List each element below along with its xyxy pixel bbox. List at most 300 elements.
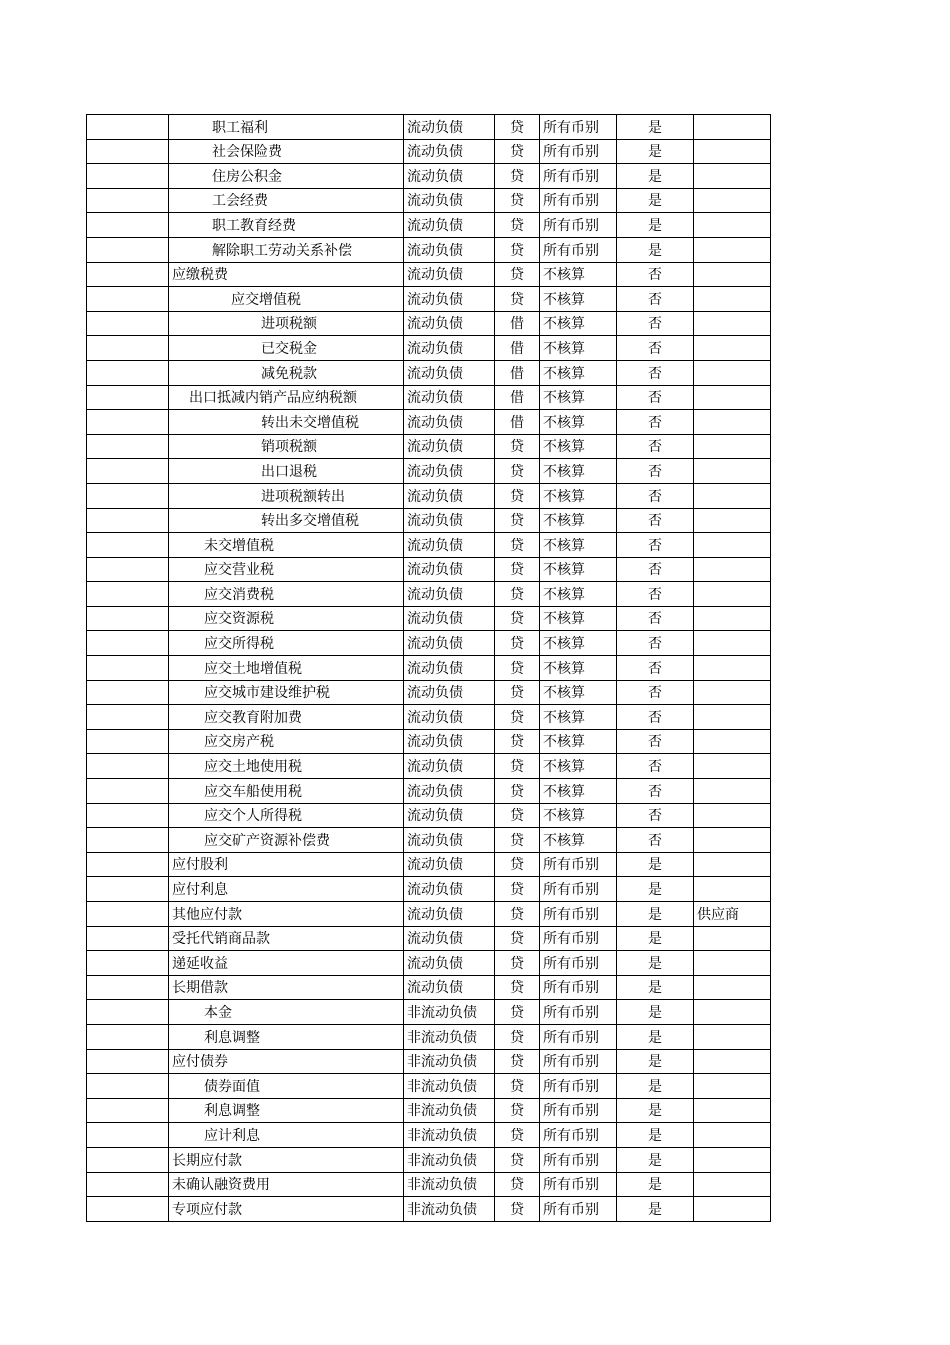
direction-cell[interactable]: 贷 (495, 926, 540, 951)
currency-cell[interactable]: 所有币别 (540, 237, 617, 262)
currency-cell[interactable]: 所有币别 (540, 213, 617, 238)
code-cell[interactable] (87, 139, 169, 164)
account-name[interactable]: 转出多交增值税 (169, 508, 404, 533)
account-name[interactable]: 利息调整 (169, 1024, 404, 1049)
currency-cell[interactable]: 不核算 (540, 557, 617, 582)
account-name[interactable]: 递延收益 (169, 951, 404, 976)
account-name[interactable]: 应计利息 (169, 1123, 404, 1148)
aux-cell[interactable] (694, 213, 771, 238)
direction-cell[interactable]: 贷 (495, 115, 540, 140)
direction-cell[interactable]: 贷 (495, 705, 540, 730)
category-cell[interactable]: 非流动负债 (404, 1123, 495, 1148)
currency-cell[interactable]: 不核算 (540, 385, 617, 410)
direction-cell[interactable]: 借 (495, 311, 540, 336)
account-name[interactable]: 应付股利 (169, 852, 404, 877)
direction-cell[interactable]: 贷 (495, 1000, 540, 1025)
code-cell[interactable] (87, 1074, 169, 1099)
currency-cell[interactable]: 所有币别 (540, 852, 617, 877)
direction-cell[interactable]: 贷 (495, 951, 540, 976)
category-cell[interactable]: 流动负债 (404, 336, 495, 361)
aux-cell[interactable] (694, 828, 771, 853)
flag-cell[interactable]: 是 (617, 1123, 694, 1148)
code-cell[interactable] (87, 1024, 169, 1049)
account-name[interactable]: 应交教育附加费 (169, 705, 404, 730)
category-cell[interactable]: 流动负债 (404, 803, 495, 828)
currency-cell[interactable]: 所有币别 (540, 1000, 617, 1025)
category-cell[interactable]: 流动负债 (404, 951, 495, 976)
flag-cell[interactable]: 是 (617, 1049, 694, 1074)
account-name[interactable]: 长期借款 (169, 975, 404, 1000)
direction-cell[interactable]: 借 (495, 336, 540, 361)
account-name[interactable]: 本金 (169, 1000, 404, 1025)
account-name[interactable]: 出口抵减内销产品应纳税额 (169, 385, 404, 410)
code-cell[interactable] (87, 533, 169, 558)
category-cell[interactable]: 流动负债 (404, 262, 495, 287)
aux-cell[interactable] (694, 1000, 771, 1025)
flag-cell[interactable]: 是 (617, 188, 694, 213)
category-cell[interactable]: 流动负债 (404, 483, 495, 508)
account-name[interactable]: 专项应付款 (169, 1197, 404, 1222)
currency-cell[interactable]: 所有币别 (540, 975, 617, 1000)
aux-cell[interactable] (694, 1074, 771, 1099)
account-name[interactable]: 进项税额转出 (169, 483, 404, 508)
direction-cell[interactable]: 贷 (495, 631, 540, 656)
code-cell[interactable] (87, 213, 169, 238)
code-cell[interactable] (87, 188, 169, 213)
code-cell[interactable] (87, 237, 169, 262)
aux-cell[interactable] (694, 115, 771, 140)
aux-cell[interactable] (694, 606, 771, 631)
flag-cell[interactable]: 否 (617, 582, 694, 607)
account-name[interactable]: 工会经费 (169, 188, 404, 213)
currency-cell[interactable]: 不核算 (540, 508, 617, 533)
account-name[interactable]: 应交营业税 (169, 557, 404, 582)
currency-cell[interactable]: 不核算 (540, 459, 617, 484)
direction-cell[interactable]: 贷 (495, 557, 540, 582)
code-cell[interactable] (87, 483, 169, 508)
account-name[interactable]: 应交房产税 (169, 729, 404, 754)
direction-cell[interactable]: 贷 (495, 434, 540, 459)
category-cell[interactable]: 非流动负债 (404, 1197, 495, 1222)
currency-cell[interactable]: 所有币别 (540, 1123, 617, 1148)
account-name[interactable]: 应交矿产资源补偿费 (169, 828, 404, 853)
category-cell[interactable]: 非流动负债 (404, 1024, 495, 1049)
aux-cell[interactable] (694, 779, 771, 804)
code-cell[interactable] (87, 877, 169, 902)
aux-cell[interactable] (694, 1172, 771, 1197)
direction-cell[interactable]: 借 (495, 385, 540, 410)
account-name[interactable]: 社会保险费 (169, 139, 404, 164)
category-cell[interactable]: 流动负债 (404, 705, 495, 730)
aux-cell[interactable] (694, 951, 771, 976)
account-name[interactable]: 进项税额 (169, 311, 404, 336)
direction-cell[interactable]: 贷 (495, 828, 540, 853)
flag-cell[interactable]: 否 (617, 311, 694, 336)
direction-cell[interactable]: 贷 (495, 975, 540, 1000)
aux-cell[interactable] (694, 336, 771, 361)
currency-cell[interactable]: 不核算 (540, 287, 617, 312)
flag-cell[interactable]: 是 (617, 1074, 694, 1099)
code-cell[interactable] (87, 680, 169, 705)
category-cell[interactable]: 流动负债 (404, 975, 495, 1000)
flag-cell[interactable]: 否 (617, 631, 694, 656)
account-name[interactable]: 转出未交增值税 (169, 410, 404, 435)
flag-cell[interactable]: 是 (617, 1172, 694, 1197)
currency-cell[interactable]: 不核算 (540, 656, 617, 681)
code-cell[interactable] (87, 410, 169, 435)
currency-cell[interactable]: 不核算 (540, 828, 617, 853)
currency-cell[interactable]: 不核算 (540, 410, 617, 435)
currency-cell[interactable]: 所有币别 (540, 1024, 617, 1049)
account-name[interactable]: 应交个人所得税 (169, 803, 404, 828)
code-cell[interactable] (87, 385, 169, 410)
category-cell[interactable]: 流动负债 (404, 385, 495, 410)
direction-cell[interactable]: 贷 (495, 606, 540, 631)
flag-cell[interactable]: 是 (617, 1147, 694, 1172)
currency-cell[interactable]: 所有币别 (540, 902, 617, 927)
aux-cell[interactable] (694, 803, 771, 828)
aux-cell[interactable] (694, 311, 771, 336)
category-cell[interactable]: 流动负债 (404, 557, 495, 582)
currency-cell[interactable]: 所有币别 (540, 877, 617, 902)
category-cell[interactable]: 流动负债 (404, 237, 495, 262)
aux-cell[interactable] (694, 877, 771, 902)
direction-cell[interactable]: 贷 (495, 1123, 540, 1148)
currency-cell[interactable]: 不核算 (540, 680, 617, 705)
account-name[interactable]: 应交车船使用税 (169, 779, 404, 804)
flag-cell[interactable]: 是 (617, 139, 694, 164)
flag-cell[interactable]: 是 (617, 1197, 694, 1222)
flag-cell[interactable]: 否 (617, 828, 694, 853)
aux-cell[interactable] (694, 631, 771, 656)
aux-cell[interactable] (694, 1024, 771, 1049)
category-cell[interactable]: 流动负债 (404, 877, 495, 902)
direction-cell[interactable]: 贷 (495, 582, 540, 607)
code-cell[interactable] (87, 287, 169, 312)
code-cell[interactable] (87, 434, 169, 459)
category-cell[interactable]: 非流动负债 (404, 1000, 495, 1025)
aux-cell[interactable] (694, 385, 771, 410)
category-cell[interactable]: 流动负债 (404, 139, 495, 164)
direction-cell[interactable]: 借 (495, 360, 540, 385)
account-name[interactable]: 受托代销商品款 (169, 926, 404, 951)
flag-cell[interactable]: 否 (617, 557, 694, 582)
account-name[interactable]: 利息调整 (169, 1098, 404, 1123)
flag-cell[interactable]: 否 (617, 410, 694, 435)
currency-cell[interactable]: 不核算 (540, 360, 617, 385)
currency-cell[interactable]: 不核算 (540, 803, 617, 828)
direction-cell[interactable]: 贷 (495, 852, 540, 877)
account-name[interactable]: 其他应付款 (169, 902, 404, 927)
flag-cell[interactable]: 是 (617, 852, 694, 877)
currency-cell[interactable]: 所有币别 (540, 951, 617, 976)
direction-cell[interactable]: 贷 (495, 1049, 540, 1074)
code-cell[interactable] (87, 926, 169, 951)
code-cell[interactable] (87, 631, 169, 656)
account-name[interactable]: 职工教育经费 (169, 213, 404, 238)
account-name[interactable]: 未交增值税 (169, 533, 404, 558)
code-cell[interactable] (87, 582, 169, 607)
direction-cell[interactable]: 贷 (495, 902, 540, 927)
account-name[interactable]: 应交所得税 (169, 631, 404, 656)
flag-cell[interactable]: 是 (617, 1000, 694, 1025)
aux-cell[interactable] (694, 262, 771, 287)
currency-cell[interactable]: 不核算 (540, 336, 617, 361)
flag-cell[interactable]: 是 (617, 164, 694, 189)
flag-cell[interactable]: 否 (617, 680, 694, 705)
category-cell[interactable]: 流动负债 (404, 410, 495, 435)
code-cell[interactable] (87, 1000, 169, 1025)
aux-cell[interactable] (694, 582, 771, 607)
code-cell[interactable] (87, 975, 169, 1000)
currency-cell[interactable]: 不核算 (540, 582, 617, 607)
direction-cell[interactable]: 贷 (495, 139, 540, 164)
currency-cell[interactable]: 不核算 (540, 631, 617, 656)
currency-cell[interactable]: 不核算 (540, 483, 617, 508)
direction-cell[interactable]: 贷 (495, 1024, 540, 1049)
flag-cell[interactable]: 否 (617, 385, 694, 410)
code-cell[interactable] (87, 1197, 169, 1222)
currency-cell[interactable]: 所有币别 (540, 1172, 617, 1197)
account-name[interactable]: 已交税金 (169, 336, 404, 361)
flag-cell[interactable]: 否 (617, 803, 694, 828)
aux-cell[interactable] (694, 237, 771, 262)
account-name[interactable]: 应交增值税 (169, 287, 404, 312)
aux-cell[interactable] (694, 926, 771, 951)
category-cell[interactable]: 流动负债 (404, 164, 495, 189)
direction-cell[interactable]: 贷 (495, 213, 540, 238)
aux-cell[interactable] (694, 656, 771, 681)
category-cell[interactable]: 流动负债 (404, 311, 495, 336)
currency-cell[interactable]: 所有币别 (540, 139, 617, 164)
flag-cell[interactable]: 否 (617, 705, 694, 730)
aux-cell[interactable] (694, 557, 771, 582)
category-cell[interactable]: 流动负债 (404, 287, 495, 312)
direction-cell[interactable]: 贷 (495, 1098, 540, 1123)
currency-cell[interactable]: 所有币别 (540, 1147, 617, 1172)
currency-cell[interactable]: 所有币别 (540, 1197, 617, 1222)
code-cell[interactable] (87, 508, 169, 533)
account-name[interactable]: 应交土地使用税 (169, 754, 404, 779)
code-cell[interactable] (87, 902, 169, 927)
direction-cell[interactable]: 贷 (495, 483, 540, 508)
currency-cell[interactable]: 所有币别 (540, 115, 617, 140)
category-cell[interactable]: 流动负债 (404, 656, 495, 681)
currency-cell[interactable]: 不核算 (540, 311, 617, 336)
flag-cell[interactable]: 否 (617, 508, 694, 533)
currency-cell[interactable]: 所有币别 (540, 1049, 617, 1074)
direction-cell[interactable]: 借 (495, 410, 540, 435)
code-cell[interactable] (87, 360, 169, 385)
category-cell[interactable]: 流动负债 (404, 360, 495, 385)
category-cell[interactable]: 流动负债 (404, 459, 495, 484)
category-cell[interactable]: 流动负债 (404, 754, 495, 779)
account-name[interactable]: 应交资源税 (169, 606, 404, 631)
code-cell[interactable] (87, 336, 169, 361)
account-name[interactable]: 解除职工劳动关系补偿 (169, 237, 404, 262)
flag-cell[interactable]: 否 (617, 656, 694, 681)
flag-cell[interactable]: 是 (617, 213, 694, 238)
currency-cell[interactable]: 所有币别 (540, 1074, 617, 1099)
flag-cell[interactable]: 否 (617, 606, 694, 631)
code-cell[interactable] (87, 1123, 169, 1148)
flag-cell[interactable]: 否 (617, 779, 694, 804)
aux-cell[interactable] (694, 188, 771, 213)
code-cell[interactable] (87, 115, 169, 140)
flag-cell[interactable]: 否 (617, 729, 694, 754)
currency-cell[interactable]: 不核算 (540, 606, 617, 631)
aux-cell[interactable] (694, 164, 771, 189)
account-name[interactable]: 应交城市建设维护税 (169, 680, 404, 705)
code-cell[interactable] (87, 1172, 169, 1197)
code-cell[interactable] (87, 754, 169, 779)
account-name[interactable]: 债券面值 (169, 1074, 404, 1099)
code-cell[interactable] (87, 779, 169, 804)
direction-cell[interactable]: 贷 (495, 729, 540, 754)
aux-cell[interactable] (694, 729, 771, 754)
direction-cell[interactable]: 贷 (495, 754, 540, 779)
code-cell[interactable] (87, 951, 169, 976)
currency-cell[interactable]: 不核算 (540, 434, 617, 459)
direction-cell[interactable]: 贷 (495, 803, 540, 828)
code-cell[interactable] (87, 557, 169, 582)
category-cell[interactable]: 流动负债 (404, 828, 495, 853)
flag-cell[interactable]: 是 (617, 1098, 694, 1123)
flag-cell[interactable]: 否 (617, 533, 694, 558)
category-cell[interactable]: 非流动负债 (404, 1098, 495, 1123)
category-cell[interactable]: 流动负债 (404, 606, 495, 631)
flag-cell[interactable]: 否 (617, 434, 694, 459)
category-cell[interactable]: 流动负债 (404, 508, 495, 533)
flag-cell[interactable]: 是 (617, 115, 694, 140)
category-cell[interactable]: 流动负债 (404, 434, 495, 459)
code-cell[interactable] (87, 606, 169, 631)
aux-cell[interactable] (694, 434, 771, 459)
direction-cell[interactable]: 贷 (495, 533, 540, 558)
category-cell[interactable]: 流动负债 (404, 115, 495, 140)
direction-cell[interactable]: 贷 (495, 1147, 540, 1172)
flag-cell[interactable]: 否 (617, 360, 694, 385)
aux-cell[interactable] (694, 139, 771, 164)
direction-cell[interactable]: 贷 (495, 877, 540, 902)
direction-cell[interactable]: 贷 (495, 262, 540, 287)
direction-cell[interactable]: 贷 (495, 459, 540, 484)
flag-cell[interactable]: 是 (617, 877, 694, 902)
account-name[interactable]: 减免税款 (169, 360, 404, 385)
aux-cell[interactable] (694, 483, 771, 508)
aux-cell[interactable] (694, 533, 771, 558)
flag-cell[interactable]: 是 (617, 237, 694, 262)
currency-cell[interactable]: 不核算 (540, 262, 617, 287)
aux-cell[interactable] (694, 508, 771, 533)
category-cell[interactable]: 流动负债 (404, 680, 495, 705)
direction-cell[interactable]: 贷 (495, 188, 540, 213)
direction-cell[interactable]: 贷 (495, 1197, 540, 1222)
flag-cell[interactable]: 是 (617, 951, 694, 976)
direction-cell[interactable]: 贷 (495, 164, 540, 189)
category-cell[interactable]: 流动负债 (404, 729, 495, 754)
category-cell[interactable]: 流动负债 (404, 926, 495, 951)
category-cell[interactable]: 非流动负债 (404, 1147, 495, 1172)
flag-cell[interactable]: 是 (617, 975, 694, 1000)
category-cell[interactable]: 流动负债 (404, 779, 495, 804)
aux-cell[interactable] (694, 754, 771, 779)
account-name[interactable]: 未确认融资费用 (169, 1172, 404, 1197)
aux-cell[interactable] (694, 705, 771, 730)
account-name[interactable]: 应交土地增值税 (169, 656, 404, 681)
category-cell[interactable]: 非流动负债 (404, 1172, 495, 1197)
aux-cell[interactable] (694, 1147, 771, 1172)
account-name[interactable]: 出口退税 (169, 459, 404, 484)
account-name[interactable]: 长期应付款 (169, 1147, 404, 1172)
flag-cell[interactable]: 是 (617, 902, 694, 927)
account-name[interactable]: 应付债券 (169, 1049, 404, 1074)
code-cell[interactable] (87, 656, 169, 681)
category-cell[interactable]: 流动负债 (404, 902, 495, 927)
aux-cell[interactable] (694, 459, 771, 484)
currency-cell[interactable]: 所有币别 (540, 164, 617, 189)
aux-cell[interactable] (694, 410, 771, 435)
account-name[interactable]: 应缴税费 (169, 262, 404, 287)
category-cell[interactable]: 流动负债 (404, 533, 495, 558)
direction-cell[interactable]: 贷 (495, 656, 540, 681)
category-cell[interactable]: 流动负债 (404, 188, 495, 213)
aux-cell[interactable] (694, 680, 771, 705)
code-cell[interactable] (87, 459, 169, 484)
flag-cell[interactable]: 否 (617, 483, 694, 508)
category-cell[interactable]: 流动负债 (404, 213, 495, 238)
direction-cell[interactable]: 贷 (495, 287, 540, 312)
currency-cell[interactable]: 不核算 (540, 754, 617, 779)
code-cell[interactable] (87, 1147, 169, 1172)
account-name[interactable]: 应交消费税 (169, 582, 404, 607)
flag-cell[interactable]: 是 (617, 926, 694, 951)
aux-cell[interactable] (694, 1123, 771, 1148)
aux-cell[interactable]: 供应商 (694, 902, 771, 927)
account-name[interactable]: 住房公积金 (169, 164, 404, 189)
code-cell[interactable] (87, 164, 169, 189)
direction-cell[interactable]: 贷 (495, 680, 540, 705)
flag-cell[interactable]: 是 (617, 1024, 694, 1049)
flag-cell[interactable]: 否 (617, 287, 694, 312)
flag-cell[interactable]: 否 (617, 336, 694, 361)
code-cell[interactable] (87, 803, 169, 828)
currency-cell[interactable]: 不核算 (540, 705, 617, 730)
code-cell[interactable] (87, 828, 169, 853)
flag-cell[interactable]: 否 (617, 262, 694, 287)
direction-cell[interactable]: 贷 (495, 237, 540, 262)
category-cell[interactable]: 非流动负债 (404, 1049, 495, 1074)
direction-cell[interactable]: 贷 (495, 779, 540, 804)
direction-cell[interactable]: 贷 (495, 1074, 540, 1099)
category-cell[interactable]: 流动负债 (404, 852, 495, 877)
account-name[interactable]: 应付利息 (169, 877, 404, 902)
code-cell[interactable] (87, 262, 169, 287)
category-cell[interactable]: 非流动负债 (404, 1074, 495, 1099)
aux-cell[interactable] (694, 287, 771, 312)
code-cell[interactable] (87, 1098, 169, 1123)
aux-cell[interactable] (694, 975, 771, 1000)
aux-cell[interactable] (694, 1098, 771, 1123)
direction-cell[interactable]: 贷 (495, 508, 540, 533)
code-cell[interactable] (87, 705, 169, 730)
aux-cell[interactable] (694, 852, 771, 877)
currency-cell[interactable]: 所有币别 (540, 926, 617, 951)
direction-cell[interactable]: 贷 (495, 1172, 540, 1197)
currency-cell[interactable]: 不核算 (540, 729, 617, 754)
flag-cell[interactable]: 否 (617, 754, 694, 779)
aux-cell[interactable] (694, 360, 771, 385)
